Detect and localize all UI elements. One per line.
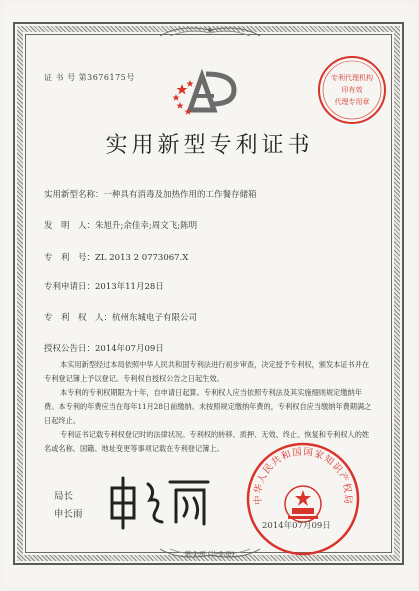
field-patentee — [44, 311, 197, 323]
field-inventors — [44, 219, 197, 231]
seal-text: 中华人民共和国国家知识产权局 — [252, 446, 354, 506]
field-label: 专利申请日： — [44, 282, 96, 292]
director-name: 申长雨 — [54, 509, 83, 520]
field-application-date — [44, 280, 164, 292]
certificate-number: 证 书 号 第3676175号 — [44, 73, 135, 82]
field-value: 2013年11月28日 — [95, 282, 164, 292]
field-patent-number — [44, 251, 188, 263]
certificate-title: 实用新型专利证书 — [105, 133, 314, 158]
field-value: ZL 2013 2 0773067.X — [95, 253, 189, 263]
field-value: 2014年07月09日 — [95, 344, 164, 354]
field-label: 实用新型名称： — [44, 190, 104, 200]
patent-office-emblem — [168, 66, 248, 116]
signature-labels — [54, 488, 83, 524]
stamp-line: 代理专用章 — [334, 98, 370, 106]
national-ip-office-seal — [244, 440, 362, 558]
page-footer: 第 1 页 (共 1 页) — [184, 550, 235, 558]
field-value: 一种具有消毒及加热作用的工作餐存储箱 — [103, 190, 257, 200]
field-label: 专 利 权 人： — [44, 313, 113, 323]
field-value: 杭州东城电子有限公司 — [112, 313, 198, 323]
field-label: 授权公告日： — [44, 344, 96, 354]
agency-red-stamp — [316, 54, 388, 126]
handwritten-signature — [104, 470, 214, 532]
stamp-line: 印有效 — [341, 86, 363, 94]
field-value: 朱旭升;余佳幸;周文飞;陈明 — [95, 221, 198, 231]
body-paragraph: 本实用新型经过本局依照中华人民共和国专利法进行初步审查，决定授予专利权，颁发本证书并在专利登记簿上予以登记。专利权自授权公告之日起生效。 — [44, 360, 370, 383]
field-label: 专 利 号： — [44, 253, 96, 263]
field-grant-date — [44, 342, 164, 354]
body-paragraph: 本专利的专利权期限为十年，自申请日起算。专利权人应当依照专利法及其实施细则规定缴纳年费。本专利的年费应当在每年11月28日前缴纳。未按照规定缴纳年费的，专利权自应当缴纳年费期满之日起终止。 — [44, 388, 372, 425]
seal-date: 2014年07月09日 — [262, 521, 331, 531]
field-utility-model-name — [44, 188, 257, 200]
top-ornament — [150, 22, 270, 40]
field-label: 发 明 人： — [44, 221, 96, 231]
director-title: 局长 — [54, 491, 74, 502]
body-paragraph: 专利证书记载专利权登记时的法律状况。专利权的转移、质押、无效、终止、恢复和专利权人的姓名或名称、国籍、地址变更等事项记载在专利登记簿上。 — [44, 430, 370, 453]
stamp-line: 专利代理机构 — [331, 74, 373, 82]
